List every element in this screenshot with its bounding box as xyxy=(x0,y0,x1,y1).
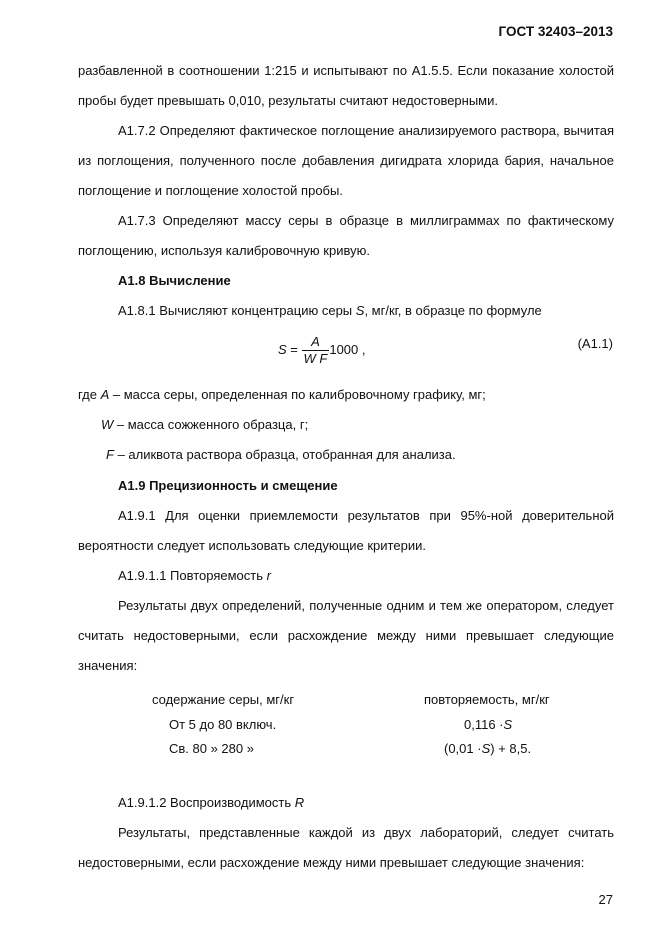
variable-s: S xyxy=(355,303,365,318)
variable-s: S xyxy=(481,741,491,756)
heading-reproducibility xyxy=(78,788,614,818)
text: где xyxy=(78,387,101,402)
heading-a1-9: А1.9 Прецизионность и смещение xyxy=(118,478,338,493)
text-block-top xyxy=(78,56,614,326)
variable-r-capital: R xyxy=(294,795,305,810)
definition-w xyxy=(101,416,308,434)
definition-f xyxy=(106,446,456,464)
variable-f: F xyxy=(106,447,114,462)
paragraph-repeatability: Результаты двух определений, полученные одним и тем же оператором, следует считать недостоверными, если расхождение между ними превышает следующие значения: xyxy=(78,598,614,673)
text: А1.9.1.1 Повторяемость xyxy=(118,568,267,583)
formula-fraction xyxy=(302,334,330,367)
heading-a1-8: А1.8 Вычисление xyxy=(118,273,231,288)
formula-numerator: A xyxy=(302,334,330,351)
formula-multiplier: 1000 , xyxy=(329,342,366,357)
text: А1.9.1.2 Воспроизводимость xyxy=(118,795,295,810)
text: А1.8.1 Вычисляют концентрацию серы xyxy=(118,303,356,318)
formula-denominator: W F xyxy=(303,351,328,367)
table-cell: Св. 80 » 280 » xyxy=(169,741,254,756)
variable-a: A xyxy=(100,387,110,402)
text: – масса серы, определенная по калибровочному графику, мг; xyxy=(109,387,486,402)
text-block-a1-9 xyxy=(78,471,614,681)
table-cell: От 5 до 80 включ. xyxy=(169,717,277,732)
variable-w: W xyxy=(101,417,114,432)
definition-a xyxy=(78,386,486,404)
table-header-sulfur: содержание серы, мг/кг xyxy=(152,692,295,707)
paragraph-reproducibility: Результаты, представленные каждой из двух лабораторий, следует считать недостоверными, если расхождение между ними превышает следующие значения: xyxy=(78,825,614,870)
text: , мг/кг, в образце по формуле xyxy=(364,303,542,318)
paragraph-continuation: разбавленной в соотношении 1:215 и испытывают по А1.5.5. Если показание холостой пробы будет превышать 0,010, результаты считают недостоверными. xyxy=(78,63,614,108)
text: 0,116 · xyxy=(464,717,504,732)
text: – аликвота раствора образца, отобранная для анализа. xyxy=(113,447,456,462)
standard-header: ГОСТ 32403–2013 xyxy=(498,24,613,39)
formula-lhs: S xyxy=(278,342,287,357)
text: (0,01 · xyxy=(444,741,482,756)
variable-r: r xyxy=(266,568,271,583)
table-cell xyxy=(444,740,531,758)
text: – масса сожженного образца, г; xyxy=(113,417,309,432)
page-number: 27 xyxy=(598,892,613,907)
heading-repeatability xyxy=(78,561,614,591)
formula xyxy=(278,333,366,367)
text-block-reproducibility xyxy=(78,788,614,878)
table-header-repeatability: повторяемость, мг/кг xyxy=(424,692,550,707)
text: ) + 8,5. xyxy=(490,741,532,756)
formula-number: (А1.1) xyxy=(577,336,613,351)
paragraph-a1-7-2: А1.7.2 Определяют фактическое поглощение анализируемого раствора, вычитая из поглощения, полученного после добавления дигидрата хлорида бария, начальное поглощение и поглощение холостой пробы. xyxy=(78,123,614,198)
paragraph-a1-7-3: А1.7.3 Определяют массу серы в образце в миллиграммах по фактическому поглощению, используя калибровочную кривую. xyxy=(78,213,614,258)
table-cell xyxy=(464,716,512,734)
formula-equals: = xyxy=(290,342,298,357)
paragraph-a1-8-1 xyxy=(78,296,614,326)
paragraph-a1-9-1: А1.9.1 Для оценки приемлемости результатов при 95%-ной доверительной вероятности следует использовать следующие критерии. xyxy=(78,508,614,553)
variable-s: S xyxy=(503,717,513,732)
